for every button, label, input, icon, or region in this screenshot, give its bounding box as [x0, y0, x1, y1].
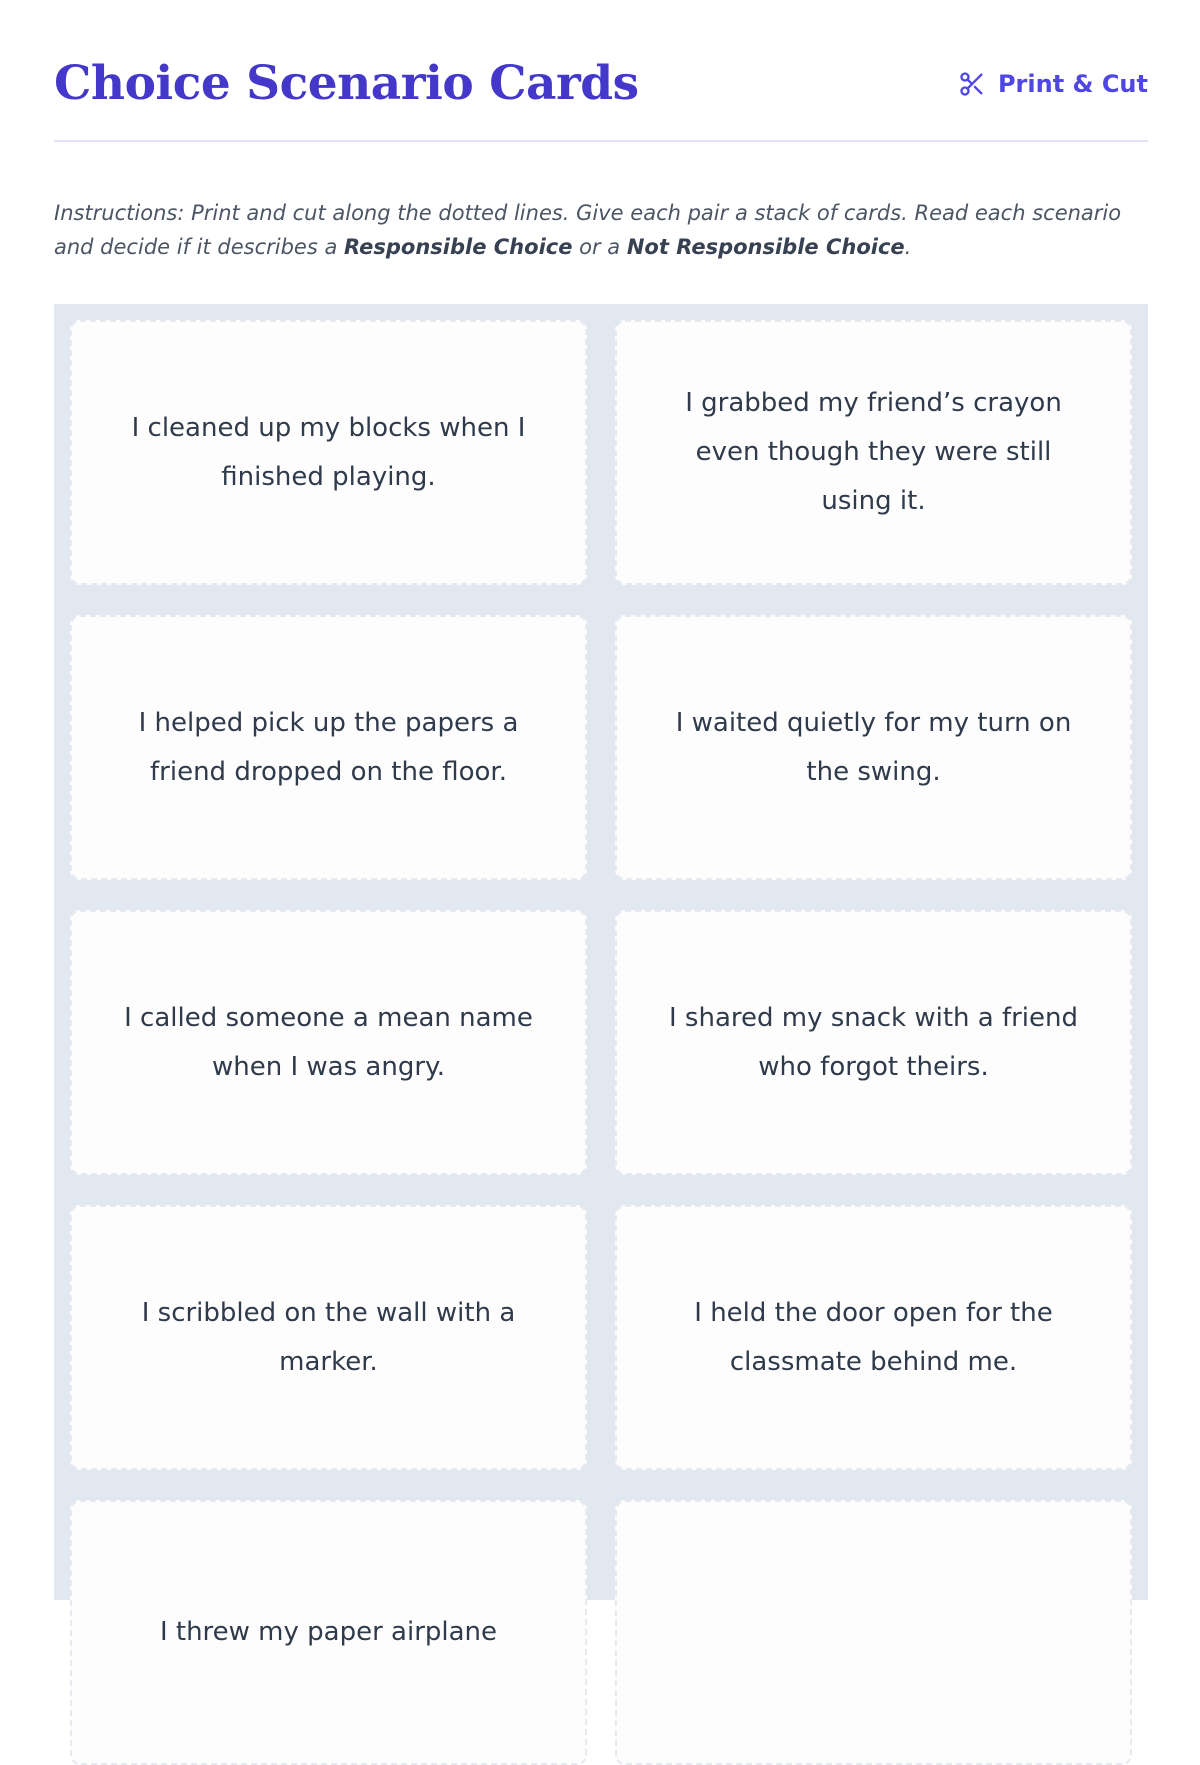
not-responsible-choice-term: Not Responsible Choice [626, 235, 905, 259]
scenario-card [615, 320, 1132, 585]
instructions-text-3: . [904, 235, 912, 259]
instructions-text-2: or a [572, 235, 627, 259]
scenario-card [70, 1500, 587, 1765]
responsible-choice-term: Responsible Choice [344, 235, 573, 259]
worksheet-page [54, 0, 1148, 1647]
page-title: Choice Scenario Cards [54, 56, 639, 111]
scenario-text: I waited quietly for my turn on the swing. [675, 707, 1072, 787]
scenario-text: I held the door open for the classmate behind me. [694, 1297, 1053, 1377]
header [54, 52, 1148, 142]
print-and-cut-button[interactable] [958, 66, 1148, 102]
scenario-card-grid [54, 304, 1148, 1647]
scenario-card [615, 1205, 1132, 1470]
scenario-text: I called someone a mean name when I was angry. [124, 1002, 533, 1082]
scenario-card [615, 910, 1132, 1175]
instructions [54, 196, 1148, 264]
scenario-text: I grabbed my friend’s crayon even though they were still using it. [685, 388, 1062, 516]
scissors-icon [958, 70, 986, 98]
scenario-card [70, 320, 587, 585]
scenario-text: I threw my paper airplane [159, 1617, 498, 1647]
scenario-card [615, 1500, 1132, 1765]
scenario-card [70, 615, 587, 880]
scenario-card [70, 1205, 587, 1470]
scenario-text: I shared my snack with a friend who forgot theirs. [669, 1002, 1078, 1082]
scenario-text: I scribbled on the wall with a marker. [141, 1297, 516, 1377]
scenario-text: I cleaned up my blocks when I finished playing. [131, 412, 526, 492]
scenario-text: I helped pick up the papers a friend dropped on the floor. [138, 707, 519, 787]
print-and-cut-label: Print & Cut [997, 70, 1148, 98]
scenario-card [70, 910, 587, 1175]
scenario-card [615, 615, 1132, 880]
instructions-text-1: Instructions: Print and cut along the dotted lines. Give each pair a stack of cards. Read each scenario and decide if it describes a [54, 201, 1122, 259]
